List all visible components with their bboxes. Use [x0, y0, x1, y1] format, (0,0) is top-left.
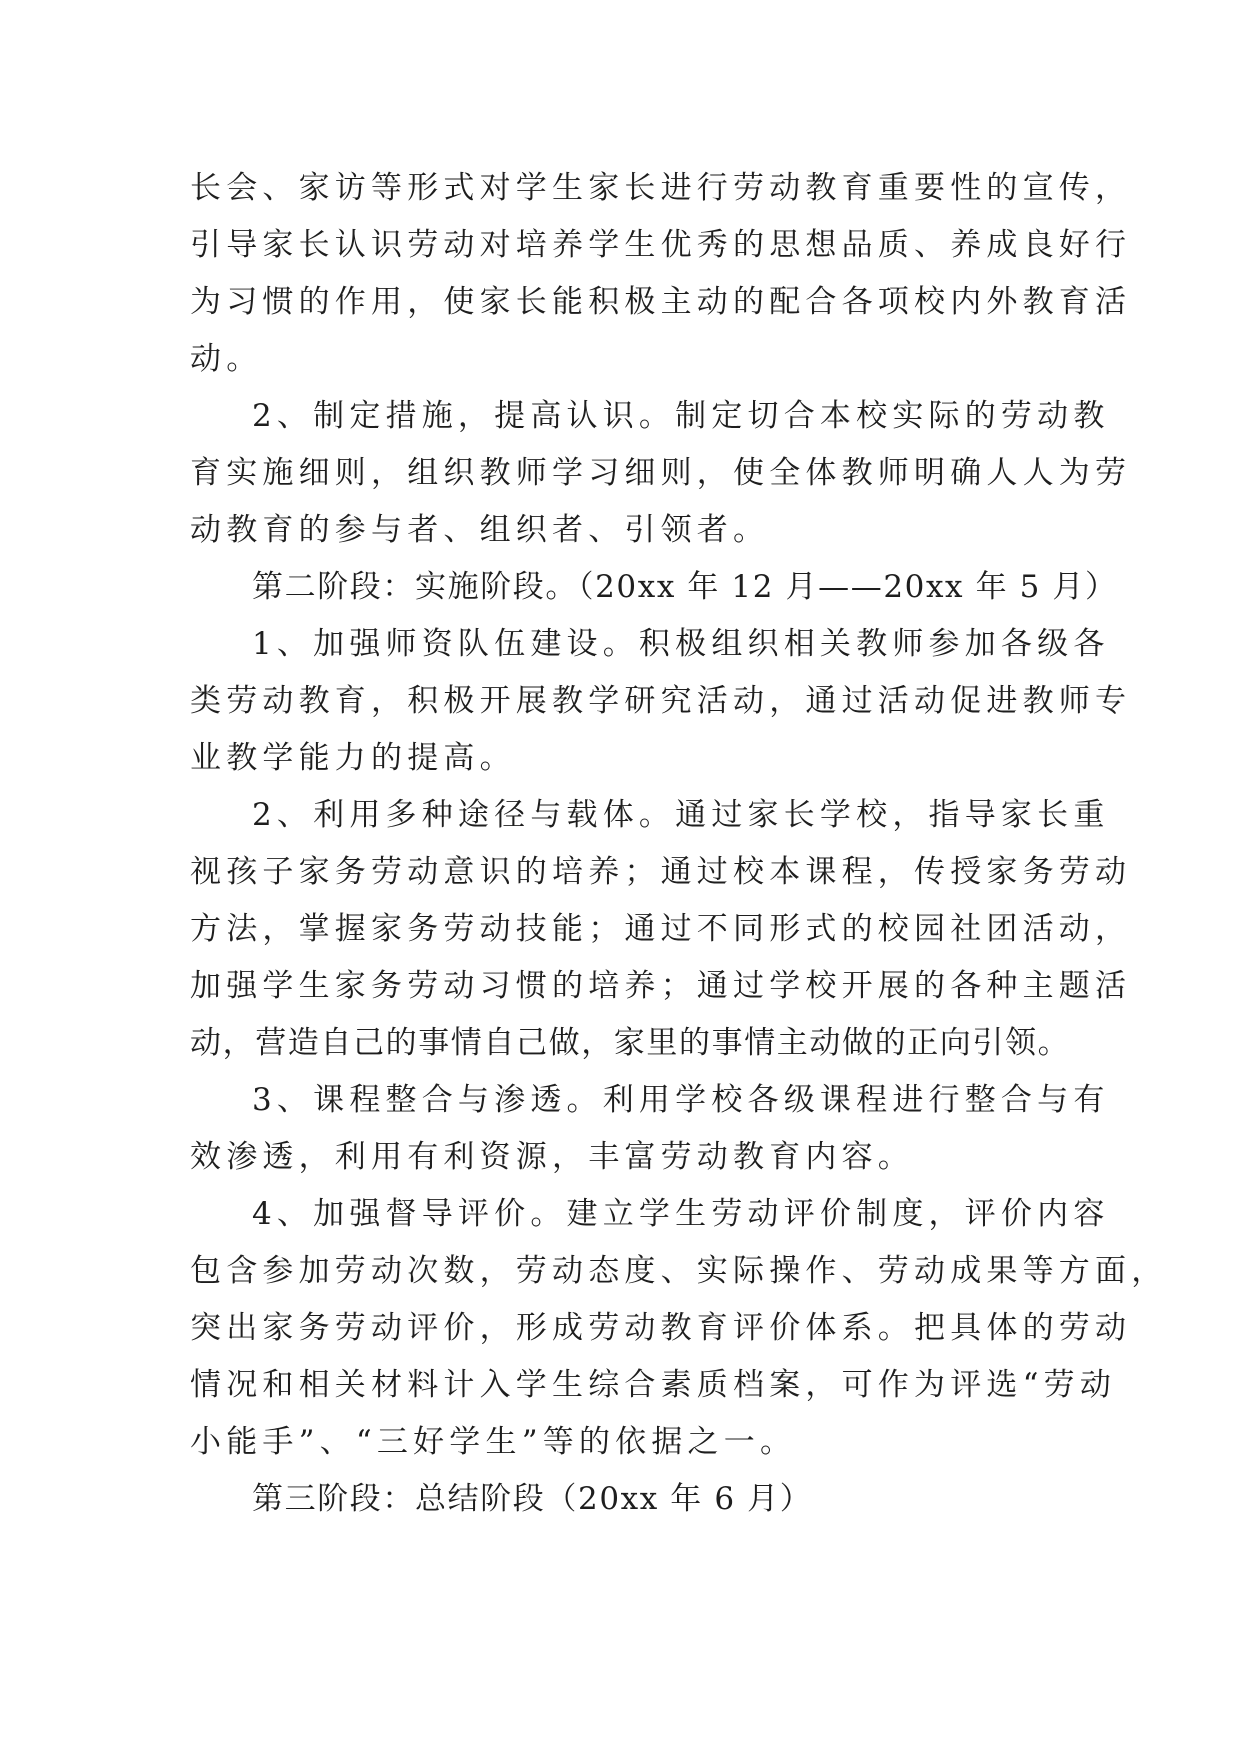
text-line: 视孩子家务劳动意识的培养；通过校本课程，传授家务劳动	[190, 854, 1132, 890]
text-line: 2、利用多种途径与载体。通过家长学校，指导家长重	[252, 797, 1110, 833]
section-heading: 第二阶段：实施阶段。（20xx 年 12 月——20xx 年 5 月）	[252, 569, 1118, 605]
text-line: 长会、家访等形式对学生家长进行劳动教育重要性的宣传，	[190, 170, 1132, 206]
text-line: 包含参加劳动次数，劳动态度、实际操作、劳动成果等方面，	[190, 1253, 1168, 1289]
text-line: 为习惯的作用，使家长能积极主动的配合各项校内外教育活	[190, 284, 1132, 320]
body-text	[190, 160, 1168, 1528]
text-line: 2、制定措施，提高认识。制定切合本校实际的劳动教	[252, 398, 1110, 434]
text-line: 1、加强师资队伍建设。积极组织相关教师参加各级各	[252, 626, 1110, 662]
text-line: 动教育的参与者、组织者、引领者。	[190, 512, 770, 548]
text-line: 小能手”、“三好学生”等的依据之一。	[190, 1424, 797, 1460]
text-line: 突出家务劳动评价，形成劳动教育评价体系。把具体的劳动	[190, 1310, 1132, 1346]
text-line: 3、课程整合与渗透。利用学校各级课程进行整合与有	[252, 1082, 1110, 1118]
text-line: 加强学生家务劳动习惯的培养；通过学校开展的各种主题活	[190, 968, 1132, 1004]
text-line: 育实施细则，组织教师学习细则，使全体教师明确人人为劳	[190, 455, 1132, 491]
text-line: 动。	[190, 341, 263, 377]
text-line: 业教学能力的提高。	[190, 740, 516, 776]
text-line: 情况和相关材料计入学生综合素质档案，可作为评选“劳动	[190, 1367, 1117, 1403]
text-line: 动，营造自己的事情自己做，家里的事情主动做的正向引领。	[190, 1025, 1071, 1061]
section-heading: 第三阶段：总结阶段（20xx 年 6 月）	[252, 1481, 813, 1517]
text-line: 引导家长认识劳动对培养学生优秀的思想品质、养成良好行	[190, 227, 1132, 263]
text-line: 4、加强督导评价。建立学生劳动评价制度，评价内容	[252, 1196, 1110, 1232]
text-line: 效渗透，利用有利资源，丰富劳动教育内容。	[190, 1139, 914, 1175]
text-line: 类劳动教育，积极开展教学研究活动，通过活动促进教师专	[190, 683, 1132, 719]
text-line: 方法，掌握家务劳动技能；通过不同形式的校园社团活动，	[190, 911, 1132, 947]
